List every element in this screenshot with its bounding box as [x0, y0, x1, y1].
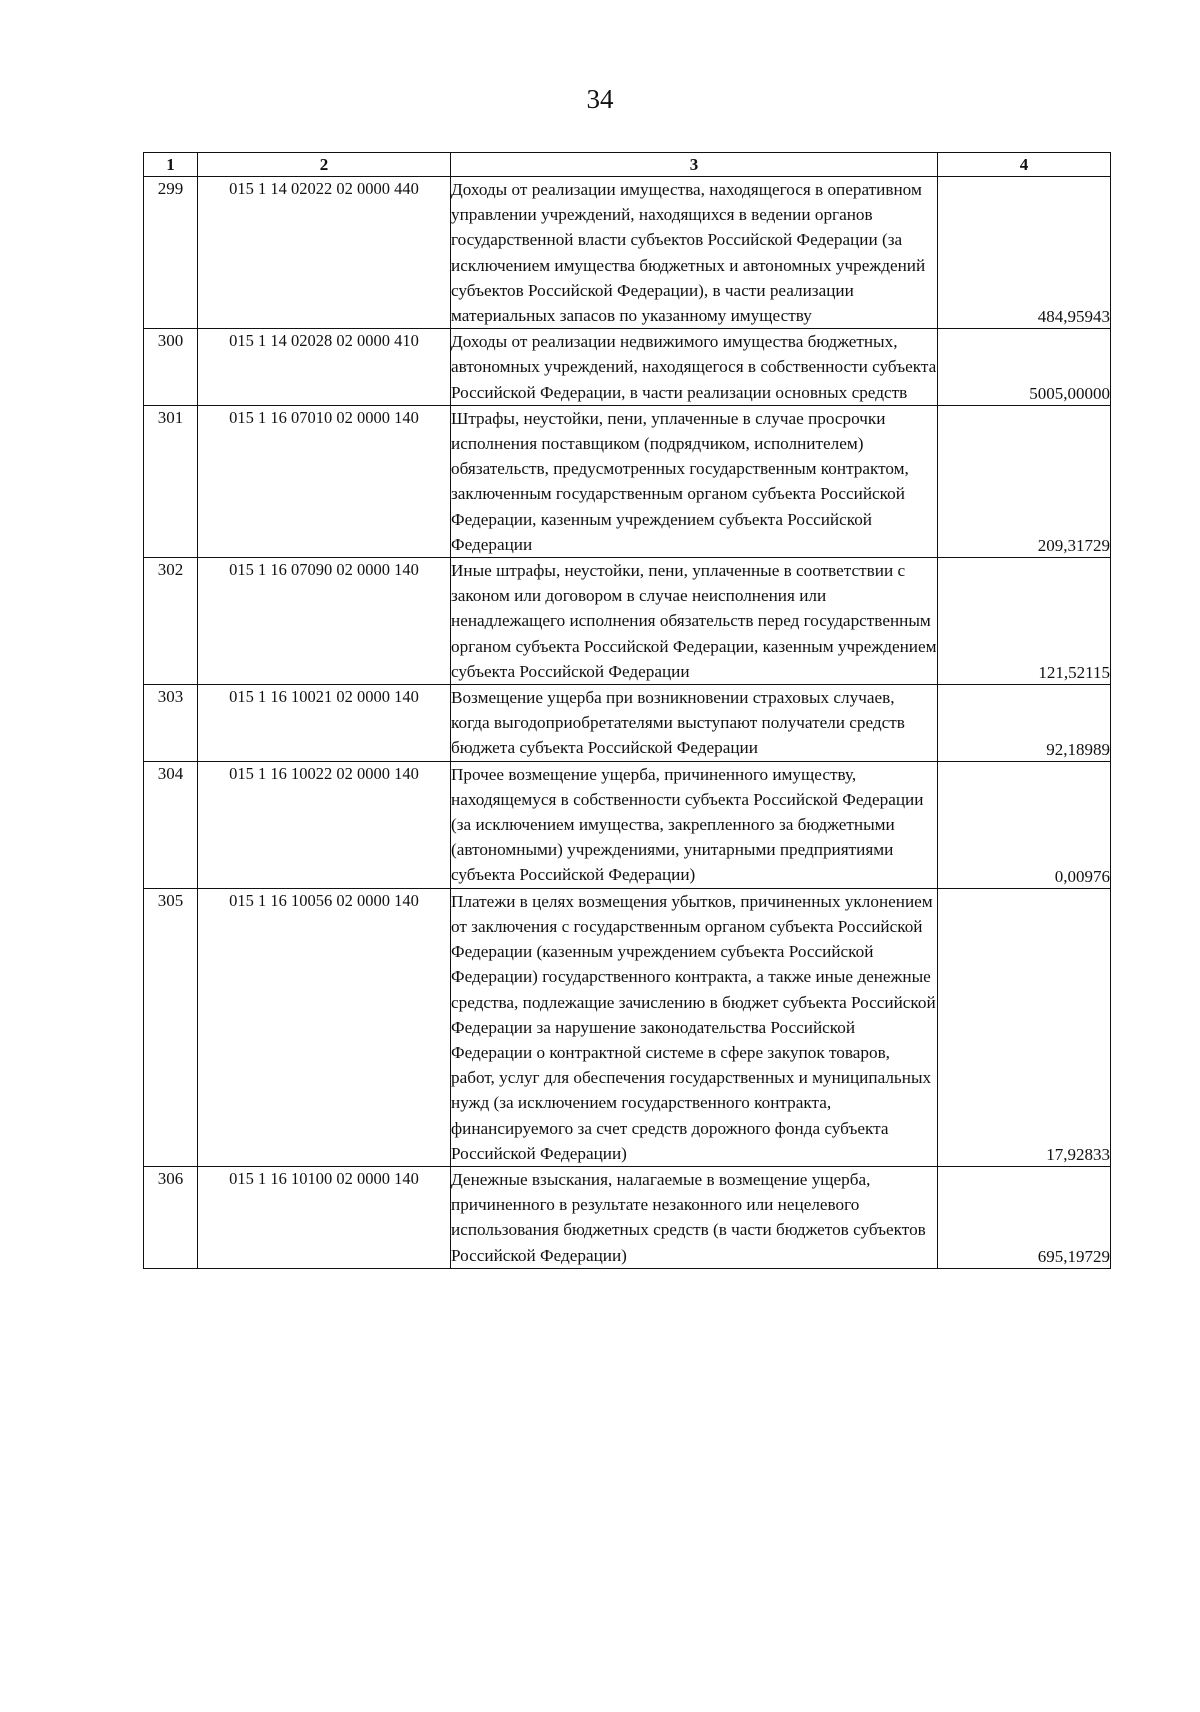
income-description: Доходы от реализации имущества, находящегося в оперативном управлении учреждений, находящихся в ведении органов государственной власти субъектов Российской Федерации (за исключением имущества бюджетных и автономных учреждений субъектов Российской Федерации), в части реализации материальных запасов по указанному имуществу: [451, 177, 938, 329]
page-number: 34: [586, 84, 614, 114]
amount: 92,18989: [938, 685, 1111, 762]
column-header-4: 4: [938, 153, 1111, 177]
amount: 121,52115: [938, 558, 1111, 685]
budget-code: 015 1 16 10056 02 0000 140: [198, 888, 451, 1166]
income-description: Возмещение ущерба при возникновении страховых случаев, когда выгодоприобретателями выступают получатели средств бюджета субъекта Российской Федерации: [451, 685, 938, 762]
row-number: 304: [144, 761, 198, 888]
row-number: 303: [144, 685, 198, 762]
table-row: [144, 761, 1111, 888]
budget-code: 015 1 14 02022 02 0000 440: [198, 177, 451, 329]
amount: 17,92833: [938, 888, 1111, 1166]
row-number: 299: [144, 177, 198, 329]
income-description: Штрафы, неустойки, пени, уплаченные в случае просрочки исполнения поставщиком (подрядчиком, исполнителем) обязательств, предусмотренных государственным контрактом, заключенным государственным органом субъекта Российской Федерации, казенным учреждением субъекта Российской Федерации: [451, 405, 938, 557]
table-header-row: [144, 153, 1111, 177]
column-header-1: 1: [144, 153, 198, 177]
amount: 0,00976: [938, 761, 1111, 888]
table-row: [144, 1166, 1111, 1268]
income-description: Иные штрафы, неустойки, пени, уплаченные в соответствии с законом или договором в случае неисполнения или ненадлежащего исполнения обязательств перед государственным органом субъекта Российской Федерации, казенным учреждением субъекта Российской Федерации: [451, 558, 938, 685]
income-description: Платежи в целях возмещения убытков, причиненных уклонением от заключения с государственным органом субъекта Российской Федерации (казенным учреждением субъекта Российской Федерации) государственного контракта, а также иные денежные средства, подлежащие зачислению в бюджет субъекта Российской Федерации за нарушение законодательства Российской Федерации о контрактной системе в сфере закупок товаров, работ, услуг для обеспечения государственных и муниципальных нужд (за исключением государственного контракта, финансируемого за счет средств дорожного фонда субъекта Российской Федерации): [451, 888, 938, 1166]
amount: 209,31729: [938, 405, 1111, 557]
table-row: [144, 177, 1111, 329]
table-row: [144, 888, 1111, 1166]
budget-code: 015 1 16 10100 02 0000 140: [198, 1166, 451, 1268]
column-header-3: 3: [451, 153, 938, 177]
table-row: [144, 558, 1111, 685]
income-description: Денежные взыскания, налагаемые в возмещение ущерба, причиненного в результате незаконного или нецелевого использования бюджетных средств (в части бюджетов субъектов Российской Федерации): [451, 1166, 938, 1268]
income-description: Доходы от реализации недвижимого имущества бюджетных, автономных учреждений, находящегося в собственности субъекта Российской Федерации, в части реализации основных средств: [451, 329, 938, 406]
table-row: [144, 685, 1111, 762]
row-number: 300: [144, 329, 198, 406]
budget-code: 015 1 16 07090 02 0000 140: [198, 558, 451, 685]
row-number: 305: [144, 888, 198, 1166]
budget-code: 015 1 16 10021 02 0000 140: [198, 685, 451, 762]
amount: 484,95943: [938, 177, 1111, 329]
row-number: 306: [144, 1166, 198, 1268]
row-number: 302: [144, 558, 198, 685]
table-row: [144, 329, 1111, 406]
amount: 695,19729: [938, 1166, 1111, 1268]
budget-code: 015 1 16 07010 02 0000 140: [198, 405, 451, 557]
budget-code: 015 1 14 02028 02 0000 410: [198, 329, 451, 406]
revenue-table: [143, 152, 1111, 1269]
income-description: Прочее возмещение ущерба, причиненного имуществу, находящемуся в собственности субъекта Российской Федерации (за исключением имущества, закрепленного за бюджетными (автономными) учреждениями, унитарными предприятиями субъекта Российской Федерации): [451, 761, 938, 888]
table-row: [144, 405, 1111, 557]
row-number: 301: [144, 405, 198, 557]
column-header-2: 2: [198, 153, 451, 177]
amount: 5005,00000: [938, 329, 1111, 406]
budget-code: 015 1 16 10022 02 0000 140: [198, 761, 451, 888]
